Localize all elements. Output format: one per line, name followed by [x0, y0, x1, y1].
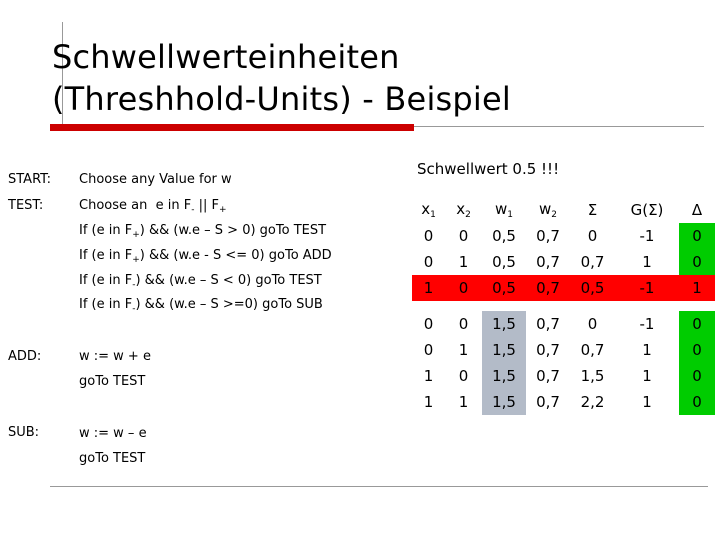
- cell-w2: 0,7: [536, 341, 560, 359]
- cell-sigma: 0,7: [580, 341, 605, 359]
- table-row: [412, 363, 715, 389]
- title-underline-gray: [414, 126, 704, 127]
- cell-g-sigma: 1: [642, 367, 652, 385]
- cell-sigma: 0: [587, 315, 598, 333]
- cell-x1: 0: [423, 227, 434, 245]
- cell-x2: 0: [458, 227, 469, 245]
- bottom-rule: [50, 486, 708, 487]
- sub-goto: goTo TEST: [79, 451, 146, 466]
- table-header-row: [412, 197, 715, 223]
- cell-w1: 1,5: [482, 311, 526, 337]
- rule-1: If (e in $F_+$) && (w.e – S > 0) goTo TEST: [79, 223, 327, 240]
- title-line-1: Schwellwerteinheiten: [52, 38, 400, 76]
- title-line-2: (Threshhold-Units) - Beispiel: [52, 80, 511, 118]
- cell-sigma: 0,7: [580, 253, 605, 271]
- start-text: Choose any Value for w: [79, 172, 232, 187]
- start-label: START:: [8, 172, 52, 187]
- table-row: [412, 249, 715, 275]
- cell-x1: 0: [423, 253, 434, 271]
- slide-title: [52, 36, 511, 120]
- sub-label: SUB:: [8, 425, 40, 440]
- cell-w2: 0,7: [536, 253, 560, 271]
- truth-table: [412, 197, 715, 415]
- table-row: [412, 337, 715, 363]
- rule-2: If (e in $F_+$) && (w.e - S <= 0) goTo ADD: [79, 248, 332, 265]
- cell-w2: 0,7: [536, 393, 560, 411]
- header-delta: Δ: [691, 201, 703, 219]
- sub-text: w := w – e: [79, 426, 147, 441]
- cell-x1: 1: [423, 367, 434, 385]
- table-row-error: [412, 275, 715, 301]
- cell-x2: 0: [458, 315, 469, 333]
- table-row: [412, 223, 715, 249]
- cell-delta: 0: [679, 249, 715, 275]
- threshold-label: Schwellwert 0.5 !!!: [417, 160, 560, 178]
- cell-g-sigma: -1: [615, 275, 679, 301]
- title-underline-red: [50, 124, 414, 131]
- cell-x2: 0: [445, 275, 482, 301]
- cell-w1: 0,5: [492, 227, 516, 245]
- cell-x1: 0: [423, 341, 434, 359]
- cell-x2: 1: [458, 341, 469, 359]
- header-x1: $x_1$: [421, 200, 436, 220]
- header-w2: $w_2$: [538, 200, 557, 220]
- test-text: Choose an e in $F_-$ || $F_+$: [79, 198, 227, 215]
- rule-3: If (e in $F_-$) && (w.e – S < 0) goTo TEST: [79, 273, 322, 290]
- cell-g-sigma: 1: [642, 393, 652, 411]
- cell-x2: 0: [458, 367, 469, 385]
- cell-delta: 0: [679, 337, 715, 363]
- add-text: w := w + e: [79, 349, 151, 364]
- cell-g-sigma: -1: [639, 315, 655, 333]
- add-goto: goTo TEST: [79, 374, 146, 389]
- cell-w1: 0,5: [492, 253, 516, 271]
- table-row: [412, 311, 715, 337]
- table-row: [412, 389, 715, 415]
- add-label: ADD:: [8, 349, 42, 364]
- cell-x2: 1: [458, 393, 469, 411]
- cell-sigma: 1,5: [580, 367, 605, 385]
- cell-sigma: 0,5: [570, 275, 615, 301]
- header-x2: $x_2$: [456, 200, 471, 220]
- cell-x2: 1: [458, 253, 469, 271]
- cell-g-sigma: 1: [642, 341, 652, 359]
- cell-w2: 0,7: [536, 315, 560, 333]
- table-gap: [412, 301, 715, 311]
- cell-x1: 1: [412, 275, 445, 301]
- cell-delta: 0: [679, 363, 715, 389]
- cell-x1: 1: [423, 393, 434, 411]
- header-w1: $w_1$: [494, 200, 513, 220]
- cell-delta: 0: [679, 389, 715, 415]
- cell-g-sigma: 1: [642, 253, 652, 271]
- cell-w1: 1,5: [482, 363, 526, 389]
- cell-w2: 0,7: [526, 275, 570, 301]
- cell-delta: 0: [679, 311, 715, 337]
- header-g-sigma: G(Σ): [630, 201, 664, 219]
- cell-w2: 0,7: [536, 227, 560, 245]
- cell-delta: 1: [679, 275, 715, 301]
- cell-w1: 0,5: [482, 275, 526, 301]
- cell-x1: 0: [423, 315, 434, 333]
- test-label: TEST:: [8, 198, 44, 213]
- rule-4: If (e in $F_-$) && (w.e – S >=0) goTo SUB: [79, 297, 323, 314]
- cell-g-sigma: -1: [639, 227, 655, 245]
- cell-delta: 0: [679, 223, 715, 249]
- cell-w1: 1,5: [482, 389, 526, 415]
- header-sigma: Σ: [587, 201, 598, 219]
- cell-w1: 1,5: [482, 337, 526, 363]
- cell-w2: 0,7: [536, 367, 560, 385]
- cell-sigma: 0: [587, 227, 598, 245]
- cell-sigma: 2,2: [580, 393, 605, 411]
